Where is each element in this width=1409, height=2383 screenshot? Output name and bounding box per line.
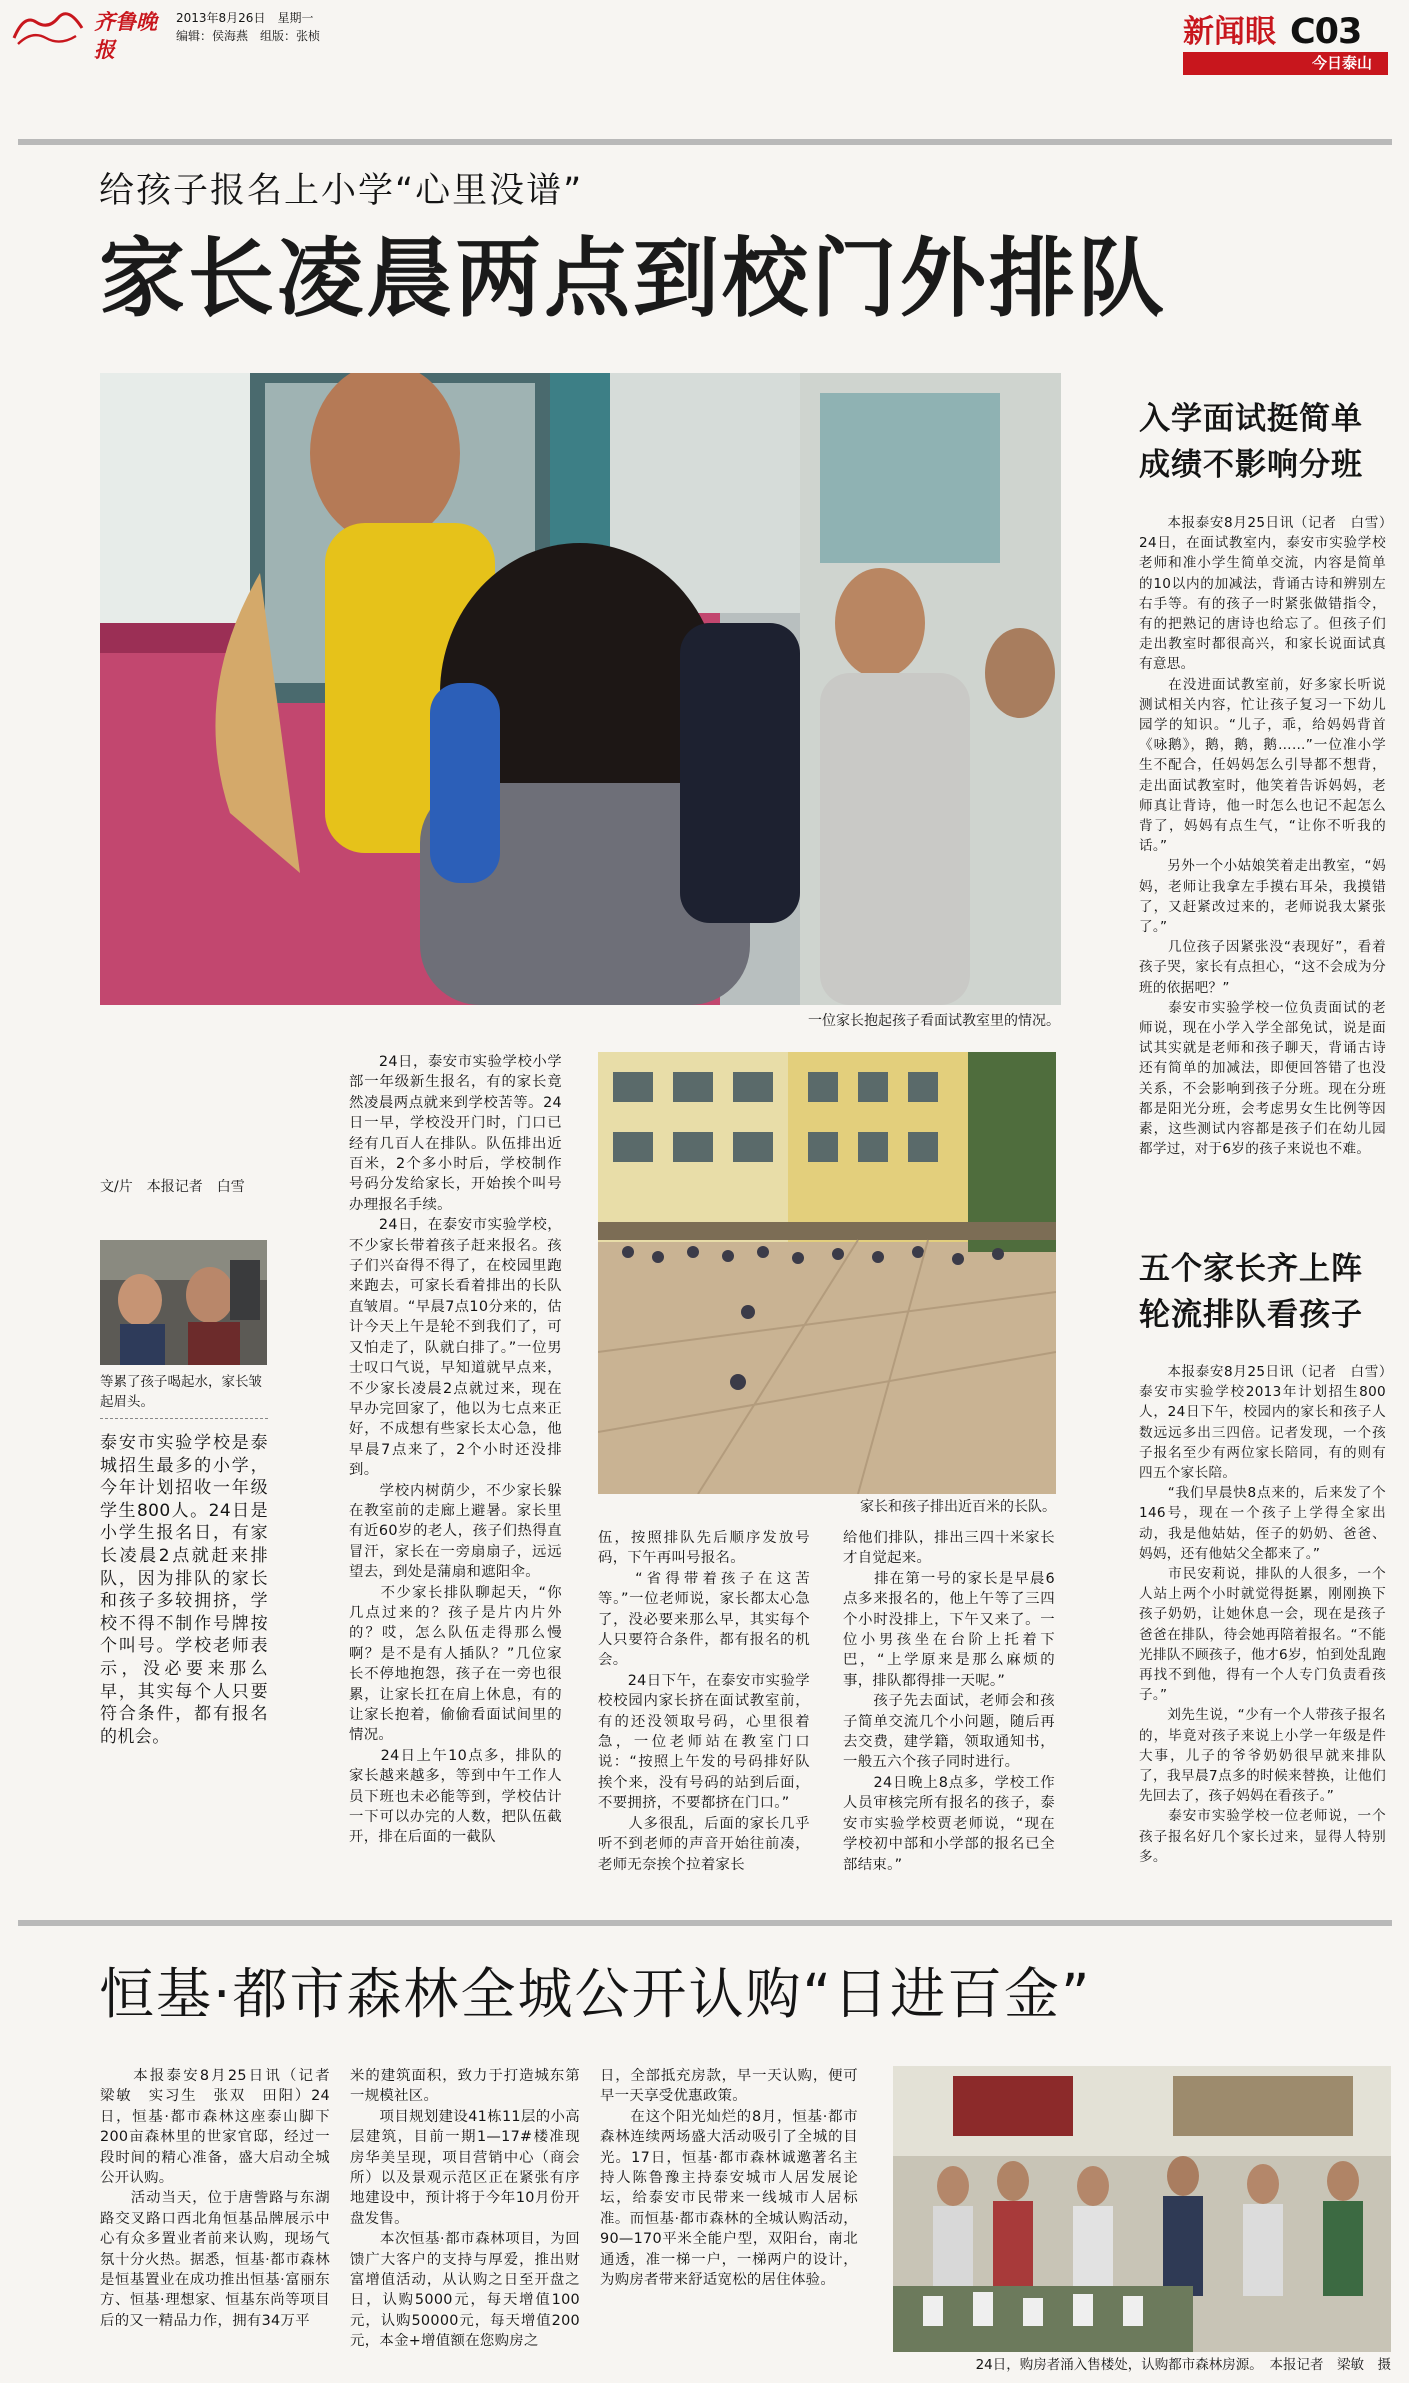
sidebar-body-1: 本报泰安8月25日讯（记者 白雪）24日，在面试教室内，泰安市实验学校老师和准小学生简单交流，内容是简单的10以内的加减法，背诵古诗和辨别左右手等。有的孩子一时紧张做错指令，有的把熟记的唐诗也给忘了。但孩子们走出教室时都很高兴，和家长说面试真有意思。 在没进面试教室前，好多家长听说测试相关内容，忙让孩子复习一下幼儿园学的知识。“儿子，乖，给妈妈背首《咏鹅》，鹅，鹅，鹅……”一位准小学生不配合，任妈妈怎么引导都不想背，走出面试教室时，他笑着告诉妈妈，老师真让背诗，他一时怎么也记不起怎么背了，妈妈有点生气，“让你不听我的话。” 另外一个小姑娘笑着走出教室，“妈妈，老师让我拿左手摸右耳朵，我摸错了，又赶紧改过来的，老师说我太紧张了。” 几位孩子因紧张没“表现好”，看着孩子哭，家长有点担心，“这不会成为分班的依据吧？” 泰安市实验学校一位负责面试的老师说，现在小学入学全部免试，说是面试其实就是老师和孩子聊天，背诵古诗还有简单的加减法，即便回答错了也没关系，不会影响到孩子分班。现在分班都是阳光分班，会考虑男女生比例等因素，这些测试内容都是孩子们在幼儿园都学过，对于6岁的孩子来说也不难。 (1139, 515, 1386, 1158)
small-photo (100, 1240, 267, 1365)
ad-photo (893, 2066, 1391, 2352)
sidebar-title-1-line-1: 入学面试挺简单 (1139, 401, 1363, 437)
story1-column-2: 伍，按照排队先后顺序发放号码，下午再叫号报名。 “省得带着孩子在这苦等。”一位老师说，家长都太心急了，没必要来那么早，其实每个人只要符合条件，都有报名的机会。 24日下午，在泰安市实验学校校园内家长挤在面试教室前，有的还没领取号码，心里很着急，一位老师站在教室门口说：“按照上午发的号码排好队挨个来，没有号码的站到后面，不要拥挤，不要都挤在门口。” 人多很乱，后面的家长几乎听不到老师的声音开始往前凑，老师无奈挨个拉着家长 (598, 1530, 810, 1873)
ad-column-2: 米的建筑面积，致力于打造城东第一规模社区。 项目规划建设41栋11层的小高层建筑，目前一期1—17#楼准现房华美呈现，项目营销中心（商会所）以及景观示范区正在紧张有序地建设中，预计将于今年10月份开盘发售。 本次恒基·都市森林项目，为回馈广大客户的支持与厚爱，推出财富增值活动，从认购之日至开盘之日，认购5000元，每天增值100元，认购50000元，每天增值200元，本金+增值额在您购房之 (350, 2068, 580, 2350)
sidebar-title-2-line-1: 五个家长齐上阵 (1139, 1251, 1363, 1287)
ad-photo-image (893, 2066, 1391, 2352)
paper-name: 齐鲁晚报 (94, 9, 157, 62)
edition-label: 今日泰山 (1311, 54, 1372, 72)
paper-logo-icon (10, 8, 88, 48)
headline: 家长凌晨两点到校门外排队 (99, 229, 1167, 329)
story1-column-3: 给他们排队，排出三四十米家长才自觉起来。 排在第一号的家长是早晨6点多来报名的，他上午等了三四个小时没排上，下午又来了。一位小男孩坐在台阶上托着下巴，“上学原来是那么麻烦的事，排队都得排一天呢。” 孩子先去面试，老师会和孩子简单交流几个小问题，随后再去交费，建学籍，领取通知书，一般五六个孩子同时进行。 24日晚上8点多，学校工作人员审核完所有报名的孩子，泰安市实验学校贾老师说，“现在学校初中部和小学部的报名已全部结束。” (843, 1530, 1055, 1873)
ad-photo-caption: 24日，购房者涌入售楼处，认购都市森林房源。 本报记者 梁敏 摄 (975, 2357, 1391, 2373)
ad-divider (18, 1920, 1392, 1926)
queue-photo (598, 1052, 1056, 1494)
page-number: C03 (1290, 12, 1362, 52)
editors-line: 编辑：侯海燕 组版：张桢 (176, 29, 321, 43)
sidebar-body-2: 本报泰安8月25日讯（记者 白雪）泰安市实验学校2013年计划招生800人，24日下午，校园内的家长和孩子人数远远多出三四倍。记者发现，一个孩子报名至少有两位家长陪同，有的则有四五个家长陪。 “我们早晨快8点来的，后来发了个146号，现在一个孩子上学得全家出动，我是他姑姑，侄子的奶奶、爸爸、妈妈，还有他姑父全都来了。” 市民安莉说，排队的人很多，一个人站上两个小时就觉得挺累，刚刚换下孩子奶奶，让她休息一会，现在是孩子爸爸在排队，待会她再陪着报名。“不能光排队不顾孩子，他才6岁，怕到处乱跑再找不到他，得有一个人专门负责看孩子。” 刘先生说，“少有一个人带孩子报名的，毕竟对孩子来说上小学一年级是件大事，儿子的爷爷奶奶很早就来排队了，我早晨7点多的时候来替换，让他们先回去了，孩子妈妈在看孩子。” 泰安市实验学校一位老师说，一个孩子报名好几个家长过来，显得人特别多。 (1139, 1364, 1386, 1865)
queue-photo-image (598, 1052, 1056, 1494)
ad-column-3: 日，全部抵充房款，早一天认购，便可早一天享受优惠政策。 在这个阳光灿烂的8月，恒基·都市森林连续两场盛大活动吸引了全城的目光。17日，恒基·都市森林诚邀著名主持人陈鲁豫主持泰安城市人居发展论坛，给泰安市民带来一线城市人居标准。而恒基·都市森林的全城认购活动，90—170平米全能户型，双阳台，南北通透，准一梯一户，一梯两户的设计，为购房者带来舒适宽松的居住体验。 (600, 2068, 858, 2289)
ad-column-1: 本报泰安8月25日讯（记者 梁敏 实习生 张双 田阳）24日，恒基·都市森林这座泰山脚下200亩森林里的世家官邸，经过一段时间的精心准备，盛大启动全城公开认购。 活动当天，位于唐訾路与东湖路交叉路口西北角恒基品牌展示中心有众多置业者前来认购，现场气氛十分火热。据悉，恒基·都市森林是恒基置业在成功推出恒基·富丽东方、恒基·理想家、恒基东尚等项目后的又一精品力作，拥有34万平 (100, 2068, 330, 2329)
sidebar-title-1-line-2: 成绩不影响分班 (1139, 447, 1363, 483)
masthead-divider (18, 139, 1392, 145)
sidebar-title-2-line-2: 轮流排队看孩子 (1139, 1297, 1363, 1333)
ad-headline: 恒基·都市森林全城公开认购“日进百金” (99, 1962, 1092, 2026)
kicker: 给孩子报名上小学“心里没谱” (99, 171, 584, 211)
main-photo (100, 373, 1061, 1005)
byline: 文/片 本报记者 白雪 (100, 1179, 245, 1195)
main-photo-image (100, 373, 1061, 1005)
paper-logo (10, 8, 88, 48)
date-line: 2013年8月26日 星期一 (176, 11, 314, 25)
main-photo-caption: 一位家长抱起孩子看面试教室里的情况。 (808, 1013, 1060, 1029)
lead-paragraph: 泰安市实验学校是泰城招生最多的小学，今年计划招收一年级学生800人。24日是小学生报名日，有家长凌晨2点就赶来排队，因为排队的家长和孩子多较拥挤，学校不得不制作号牌按个叫号。学校老师表示，没必要来那么早，其实每个人只要符合条件，都有报名的机会。 (100, 1433, 268, 1747)
lead-divider (100, 1418, 268, 1419)
queue-photo-caption: 家长和孩子排出近百米的长队。 (860, 1499, 1056, 1515)
small-photo-caption: 等累了孩子喝起水，家长皱起眉头。 (100, 1374, 262, 1410)
section-name: 新闻眼 (1183, 14, 1276, 50)
small-photo-image (100, 1240, 267, 1365)
story1-column-1: 24日，泰安市实验学校小学部一年级新生报名，有的家长竟然凌晨两点就来到学校苦等。24日一早，学校没开门时，门口已经有几百人在排队。队伍排出近百米，2个多小时后，学校制作号码分发给家长，开始挨个叫号办理报名手续。 24日，在泰安市实验学校，不少家长带着孩子赶来报名。孩子们兴奋得不得了，在校园里跑来跑去，可家长看着排出的长队直皱眉。“早晨7点10分来的，估计今天上午是轮不到我们了，可又怕走了，队就白排了。”一位男士叹口气说，早知道就早点来，不少家长凌晨2点就过来，现在早办完回家了，他以为七点来正好，不成想有些家长太心急，他早晨7点来了，2个小时还没排到。 学校内树荫少，不少家长躲在教室前的走廊上避暑。家长里有近60岁的老人，孩子们热得直冒汗，家长在一旁扇扇子，远远望去，到处是蒲扇和遮阳伞。 不少家长排队聊起天，“你几点过来的？孩子是片内片外的？哎，怎么队伍走得那么慢啊？是不是有人插队？”几位家长不停地抱怨，孩子在一旁也很累，让家长扛在肩上休息，有的让家长抱着，偷偷看面试间里的情况。 24日上午10点多，排队的家长越来越多，等到中午工作人员下班也未必能等到，学校估计一下可以办完的人数，把队伍截开，排在后面的一截队 (349, 1054, 562, 1846)
